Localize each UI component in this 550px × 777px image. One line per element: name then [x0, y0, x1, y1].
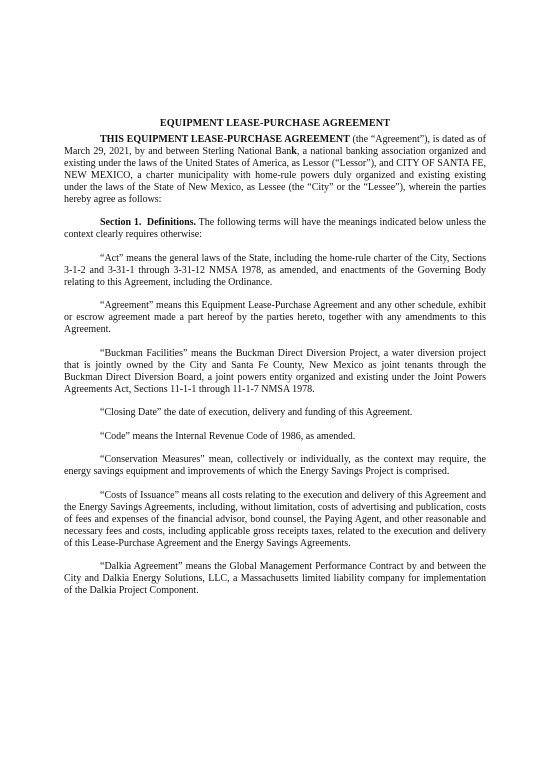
document-page — [64, 118, 486, 609]
section-1-heading: Section 1. — [100, 217, 142, 228]
definition-closing-date: “Closing Date” the date of execution, delivery and funding of this Agreement. — [100, 407, 413, 418]
section-1-text: The following terms will have the meanings indicated below unless the context clearly requires otherwise: — [64, 217, 486, 240]
section-1-title: Definitions. — [146, 217, 197, 228]
definition-costs-of-issuance: “Costs of Issuance” means all costs relating to the execution and delivery of this Agreement and the Energy Savings Agreements, including, without limitation, costs of advertising and publication, costs of fees and expenses of the financial advisor, bond counsel, the Paying Agent, and other reasonable and necessary fees and costs, including applicable gross receipts taxes, related to the execution and delivery of this Lease-Purchase Agreement and the Energy Savings Agreements. — [64, 489, 486, 549]
document-title: EQUIPMENT LEASE-PURCHASE AGREEMENT — [159, 118, 391, 129]
definition-agreement: “Agreement” means this Equipment Lease-Purchase Agreement and any other schedule, exhibit or escrow agreement made a part hereof by the parties hereto, together with any amendments to this Agreement. — [64, 300, 486, 335]
definition-act: “Act” means the general laws of the State, including the home-rule charter of the City, Sections 3-1-2 and 3-31-1 through 3-31-12 NMSA 1978, as amended, and enactments of the Governing Body relating to this Agreement, including the Ordinance. — [64, 252, 486, 288]
intro-text-1: (the “Agreement”), is dated as of March 29, 2021, by and between Sterling National Ban — [64, 134, 486, 157]
intro-text-2: , a national banking association organized and existing under the laws of the United States of America, as Lessor (“Lessor”), and CITY OF SANTA FE, NEW MEXICO, a charter municipality with home-rule powers duly organized and existing existing under the laws of the State of New Mexico, as Lessee (the “City” or the “Lessee”), wherein the parties hereby agree as follows: — [64, 146, 487, 205]
definition-buckman-facilities: “Buckman Facilities” means the Buckman Direct Diversion Project, a water diversion project that is jointly owned by the City and Santa Fe County, New Mexico as joint tenants through the Buckman Direct Diversion Board, a joint powers entity organized and existing under the Joint Powers Agreements Act, Sections 11-1-1 through 11-1-7 NMSA 1978. — [64, 347, 486, 395]
intro-lead: THIS EQUIPMENT LEASE-PURCHASE AGREEMENT — [100, 134, 350, 145]
section-1-paragraph — [64, 217, 486, 241]
intro-paragraph — [64, 134, 486, 206]
intro-bold-k: k — [291, 146, 297, 157]
definition-conservation-measures: “Conservation Measures” mean, collectively or individually, as the context may require, the energy savings equipment and improvements of which the Energy Savings Project is comprised. — [64, 454, 486, 477]
definition-dalkia-agreement: “Dalkia Agreement” means the Global Management Performance Contract by and between the City and Dalkia Energy Solutions, LLC, a Massachusetts limited liability company for implementation of the Dalkia Project Component. — [64, 561, 486, 596]
definition-code: “Code” means the Internal Revenue Code of 1986, as amended. — [100, 430, 356, 442]
